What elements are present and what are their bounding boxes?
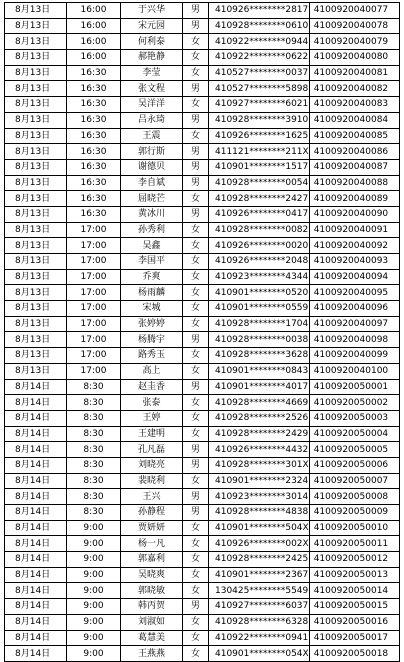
time-cell: 17:00	[67, 316, 121, 332]
gender-cell: 男	[183, 175, 209, 191]
time-cell: 16:30	[67, 97, 121, 113]
table-row	[5, 379, 400, 395]
id-number-cell: 410928********0610	[209, 18, 310, 34]
table-row	[5, 269, 400, 285]
id-number-cell: 410926********002X	[209, 536, 310, 552]
date-cell: 8月13日	[5, 348, 67, 364]
table-row	[5, 583, 400, 599]
ticket-number-cell: 4100920040091	[309, 222, 399, 238]
name-cell: 孔凡磊	[121, 442, 183, 458]
id-number-cell: 410922********0622	[209, 50, 310, 66]
id-number-cell: 410901********0843	[209, 363, 310, 379]
table-row	[5, 363, 400, 379]
name-cell: 王婷	[121, 410, 183, 426]
name-cell: 张文程	[121, 81, 183, 97]
date-cell: 8月14日	[5, 473, 67, 489]
date-cell: 8月13日	[5, 159, 67, 175]
gender-cell: 男	[183, 18, 209, 34]
gender-cell: 男	[183, 3, 209, 19]
ticket-number-cell: 4100920040086	[309, 144, 399, 160]
gender-cell: 女	[183, 536, 209, 552]
time-cell: 17:00	[67, 285, 121, 301]
time-cell: 17:00	[67, 348, 121, 364]
id-number-cell: 410926********0020	[209, 238, 310, 254]
time-cell: 16:00	[67, 34, 121, 50]
id-number-cell: 410527********5898	[209, 81, 310, 97]
table-row	[5, 473, 400, 489]
name-cell: 郭嘉利	[121, 552, 183, 568]
time-cell: 8:30	[67, 457, 121, 473]
table-row	[5, 81, 400, 97]
table-row	[5, 348, 400, 364]
date-cell: 8月14日	[5, 536, 67, 552]
gender-cell: 女	[183, 50, 209, 66]
id-number-cell: 410928********2526	[209, 410, 310, 426]
time-cell: 9:00	[67, 599, 121, 615]
table-row	[5, 222, 400, 238]
id-number-cell: 410928********3628	[209, 348, 310, 364]
time-cell: 9:00	[67, 646, 121, 662]
id-number-cell: 411121********211X	[209, 144, 310, 160]
date-cell: 8月13日	[5, 191, 67, 207]
date-cell: 8月14日	[5, 520, 67, 536]
table-row	[5, 505, 400, 521]
time-cell: 9:00	[67, 614, 121, 630]
gender-cell: 男	[183, 112, 209, 128]
date-cell: 8月13日	[5, 285, 67, 301]
table-row	[5, 50, 400, 66]
ticket-number-cell: 4100920050004	[309, 426, 399, 442]
table-row	[5, 536, 400, 552]
id-number-cell: 410928********1704	[209, 316, 310, 332]
id-number-cell: 410928********0038	[209, 332, 310, 348]
gender-cell: 女	[183, 348, 209, 364]
name-cell: 黄冰川	[121, 206, 183, 222]
gender-cell: 男	[183, 599, 209, 615]
table-row	[5, 285, 400, 301]
date-cell: 8月13日	[5, 301, 67, 317]
gender-cell: 男	[183, 379, 209, 395]
id-number-cell: 410901********1517	[209, 159, 310, 175]
gender-cell: 女	[183, 426, 209, 442]
name-cell: 郭行斯	[121, 144, 183, 160]
id-number-cell: 410927********6037	[209, 599, 310, 615]
gender-cell: 女	[183, 363, 209, 379]
name-cell: 杨雨麟	[121, 285, 183, 301]
ticket-number-cell: 4100920050018	[309, 646, 399, 662]
id-number-cell: 410923********3014	[209, 489, 310, 505]
table-row	[5, 175, 400, 191]
time-cell: 9:00	[67, 583, 121, 599]
date-cell: 8月14日	[5, 505, 67, 521]
ticket-number-cell: 4100920040097	[309, 316, 399, 332]
id-number-cell: 410901********054X	[209, 646, 310, 662]
time-cell: 16:30	[67, 191, 121, 207]
id-number-cell: 410926********2817	[209, 3, 310, 19]
id-number-cell: 410928********4838	[209, 505, 310, 521]
date-cell: 8月13日	[5, 81, 67, 97]
time-cell: 9:00	[67, 567, 121, 583]
ticket-number-cell: 4100920050003	[309, 410, 399, 426]
gender-cell: 男	[183, 206, 209, 222]
id-number-cell: 410928********4669	[209, 395, 310, 411]
name-cell: 刘晓亮	[121, 457, 183, 473]
ticket-number-cell: 4100920040083	[309, 97, 399, 113]
id-number-cell: 410901********2324	[209, 473, 310, 489]
date-cell: 8月14日	[5, 646, 67, 662]
gender-cell: 女	[183, 395, 209, 411]
time-cell: 16:00	[67, 18, 121, 34]
table-row	[5, 238, 400, 254]
ticket-number-cell: 4100920050017	[309, 630, 399, 646]
ticket-number-cell: 4100920050007	[309, 473, 399, 489]
time-cell: 16:30	[67, 81, 121, 97]
ticket-number-cell: 4100920040095	[309, 285, 399, 301]
id-number-cell: 410926********2048	[209, 254, 310, 270]
time-cell: 16:30	[67, 112, 121, 128]
ticket-number-cell: 4100920040084	[309, 112, 399, 128]
gender-cell: 女	[183, 285, 209, 301]
gender-cell: 女	[183, 65, 209, 81]
table-row	[5, 316, 400, 332]
time-cell: 8:30	[67, 379, 121, 395]
time-cell: 9:00	[67, 520, 121, 536]
date-cell: 8月14日	[5, 614, 67, 630]
name-cell: 郭晓敏	[121, 583, 183, 599]
name-cell: 张婷婷	[121, 316, 183, 332]
id-number-cell: 410928********6328	[209, 614, 310, 630]
date-cell: 8月13日	[5, 50, 67, 66]
name-cell: 宋城	[121, 301, 183, 317]
table-row	[5, 442, 400, 458]
id-number-cell: 410928********0082	[209, 222, 310, 238]
name-cell: 宋元园	[121, 18, 183, 34]
name-cell: 吴晓爽	[121, 567, 183, 583]
table-row	[5, 206, 400, 222]
ticket-number-cell: 4100920050011	[309, 536, 399, 552]
id-number-cell: 410901********0559	[209, 301, 310, 317]
gender-cell: 男	[183, 505, 209, 521]
exam-schedule-table	[4, 2, 400, 662]
ticket-number-cell: 4100920040100	[309, 363, 399, 379]
gender-cell: 女	[183, 473, 209, 489]
ticket-number-cell: 4100920050005	[309, 442, 399, 458]
table-row	[5, 395, 400, 411]
gender-cell: 女	[183, 191, 209, 207]
ticket-number-cell: 4100920040089	[309, 191, 399, 207]
date-cell: 8月13日	[5, 238, 67, 254]
table-row	[5, 599, 400, 615]
date-cell: 8月14日	[5, 442, 67, 458]
id-number-cell: 130425********5549	[209, 583, 310, 599]
time-cell: 16:30	[67, 175, 121, 191]
ticket-number-cell: 4100920050015	[309, 599, 399, 615]
time-cell: 8:30	[67, 489, 121, 505]
table-row	[5, 34, 400, 50]
table-row	[5, 614, 400, 630]
name-cell: 乔爽	[121, 269, 183, 285]
date-cell: 8月13日	[5, 65, 67, 81]
table-row	[5, 567, 400, 583]
ticket-number-cell: 4100920050009	[309, 505, 399, 521]
table-row	[5, 65, 400, 81]
ticket-number-cell: 4100920040081	[309, 65, 399, 81]
date-cell: 8月14日	[5, 426, 67, 442]
date-cell: 8月13日	[5, 18, 67, 34]
table-row	[5, 191, 400, 207]
time-cell: 16:00	[67, 3, 121, 19]
gender-cell: 女	[183, 301, 209, 317]
id-number-cell: 410926********0417	[209, 206, 310, 222]
gender-cell: 男	[183, 144, 209, 160]
ticket-number-cell: 4100920050008	[309, 489, 399, 505]
time-cell: 16:30	[67, 65, 121, 81]
gender-cell: 女	[183, 583, 209, 599]
gender-cell: 男	[183, 159, 209, 175]
date-cell: 8月13日	[5, 144, 67, 160]
name-cell: 于兴华	[121, 3, 183, 19]
ticket-number-cell: 4100920040082	[309, 81, 399, 97]
id-number-cell: 410926********4432	[209, 442, 310, 458]
date-cell: 8月13日	[5, 175, 67, 191]
date-cell: 8月14日	[5, 567, 67, 583]
name-cell: 屈晓芒	[121, 191, 183, 207]
time-cell: 16:30	[67, 128, 121, 144]
date-cell: 8月13日	[5, 97, 67, 113]
time-cell: 17:00	[67, 332, 121, 348]
date-cell: 8月13日	[5, 316, 67, 332]
gender-cell: 女	[183, 34, 209, 50]
name-cell: 张泰	[121, 395, 183, 411]
ticket-number-cell: 4100920050014	[309, 583, 399, 599]
date-cell: 8月14日	[5, 583, 67, 599]
date-cell: 8月14日	[5, 599, 67, 615]
date-cell: 8月13日	[5, 34, 67, 50]
name-cell: 王兴	[121, 489, 183, 505]
ticket-number-cell: 4100920050012	[309, 552, 399, 568]
gender-cell: 女	[183, 97, 209, 113]
time-cell: 8:30	[67, 395, 121, 411]
name-cell: 何利泰	[121, 34, 183, 50]
table-row	[5, 457, 400, 473]
date-cell: 8月13日	[5, 3, 67, 19]
table-row	[5, 552, 400, 568]
table-row	[5, 144, 400, 160]
table-row	[5, 646, 400, 662]
table-row	[5, 426, 400, 442]
id-number-cell: 410901********504X	[209, 520, 310, 536]
id-number-cell: 410922********0941	[209, 630, 310, 646]
time-cell: 17:00	[67, 363, 121, 379]
name-cell: 李自斌	[121, 175, 183, 191]
table-row	[5, 3, 400, 19]
table-body	[5, 3, 400, 662]
date-cell: 8月14日	[5, 379, 67, 395]
gender-cell: 女	[183, 254, 209, 270]
date-cell: 8月13日	[5, 112, 67, 128]
date-cell: 8月13日	[5, 128, 67, 144]
ticket-number-cell: 4100920050002	[309, 395, 399, 411]
table-row	[5, 128, 400, 144]
id-number-cell: 410928********2427	[209, 191, 310, 207]
table-row	[5, 332, 400, 348]
ticket-number-cell: 4100920050016	[309, 614, 399, 630]
ticket-number-cell: 4100920040078	[309, 18, 399, 34]
table-row	[5, 97, 400, 113]
ticket-number-cell: 4100920050001	[309, 379, 399, 395]
name-cell: 吕永琦	[121, 112, 183, 128]
gender-cell: 女	[183, 567, 209, 583]
table-row	[5, 520, 400, 536]
gender-cell: 男	[183, 457, 209, 473]
name-cell: 王建明	[121, 426, 183, 442]
gender-cell: 女	[183, 410, 209, 426]
name-cell: 路秀玉	[121, 348, 183, 364]
name-cell: 贾妍妍	[121, 520, 183, 536]
name-cell: 杨腾宇	[121, 332, 183, 348]
time-cell: 16:30	[67, 144, 121, 160]
ticket-number-cell: 4100920040098	[309, 332, 399, 348]
date-cell: 8月13日	[5, 363, 67, 379]
name-cell: 杨一凡	[121, 536, 183, 552]
ticket-number-cell: 4100920040090	[309, 206, 399, 222]
name-cell: 谢德贝	[121, 159, 183, 175]
id-number-cell: 410901********4017	[209, 379, 310, 395]
name-cell: 吴鑫	[121, 238, 183, 254]
ticket-number-cell: 4100920040080	[309, 50, 399, 66]
time-cell: 9:00	[67, 630, 121, 646]
id-number-cell: 410527********0037	[209, 65, 310, 81]
gender-cell: 女	[183, 238, 209, 254]
ticket-number-cell: 4100920040096	[309, 301, 399, 317]
gender-cell: 女	[183, 222, 209, 238]
id-number-cell: 410922********0944	[209, 34, 310, 50]
name-cell: 葛慧美	[121, 630, 183, 646]
id-number-cell: 410927********6021	[209, 97, 310, 113]
date-cell: 8月13日	[5, 222, 67, 238]
id-number-cell: 410928********301X	[209, 457, 310, 473]
id-number-cell: 410926********1625	[209, 128, 310, 144]
ticket-number-cell: 4100920050006	[309, 457, 399, 473]
id-number-cell: 410923********4344	[209, 269, 310, 285]
date-cell: 8月14日	[5, 489, 67, 505]
id-number-cell: 410928********0054	[209, 175, 310, 191]
name-cell: 韩丙贺	[121, 599, 183, 615]
gender-cell: 女	[183, 269, 209, 285]
table-row	[5, 254, 400, 270]
date-cell: 8月13日	[5, 332, 67, 348]
date-cell: 8月13日	[5, 269, 67, 285]
ticket-number-cell: 4100920040093	[309, 254, 399, 270]
time-cell: 17:00	[67, 269, 121, 285]
name-cell: 王燕燕	[121, 646, 183, 662]
name-cell: 李莹	[121, 65, 183, 81]
gender-cell: 女	[183, 520, 209, 536]
name-cell: 高上	[121, 363, 183, 379]
gender-cell: 女	[183, 646, 209, 662]
time-cell: 17:00	[67, 238, 121, 254]
table-row	[5, 159, 400, 175]
ticket-number-cell: 4100920040088	[309, 175, 399, 191]
name-cell: 郝艳静	[121, 50, 183, 66]
gender-cell: 女	[183, 630, 209, 646]
table-row	[5, 112, 400, 128]
time-cell: 16:00	[67, 50, 121, 66]
id-number-cell: 410928********2429	[209, 426, 310, 442]
ticket-number-cell: 4100920040079	[309, 34, 399, 50]
time-cell: 17:00	[67, 301, 121, 317]
name-cell: 赵圭香	[121, 379, 183, 395]
table-row	[5, 301, 400, 317]
date-cell: 8月14日	[5, 552, 67, 568]
table-row	[5, 410, 400, 426]
ticket-number-cell: 4100920040099	[309, 348, 399, 364]
name-cell: 王震	[121, 128, 183, 144]
name-cell: 李国平	[121, 254, 183, 270]
table-row	[5, 489, 400, 505]
time-cell: 8:30	[67, 410, 121, 426]
name-cell: 吴洋洋	[121, 97, 183, 113]
gender-cell: 女	[183, 128, 209, 144]
ticket-number-cell: 4100920040077	[309, 3, 399, 19]
date-cell: 8月14日	[5, 630, 67, 646]
table-row	[5, 18, 400, 34]
time-cell: 9:00	[67, 536, 121, 552]
time-cell: 8:30	[67, 505, 121, 521]
id-number-cell: 410928********3910	[209, 112, 310, 128]
name-cell: 裴晓利	[121, 473, 183, 489]
gender-cell: 女	[183, 552, 209, 568]
name-cell: 孙秀利	[121, 222, 183, 238]
id-number-cell: 410901********0520	[209, 285, 310, 301]
ticket-number-cell: 4100920040094	[309, 269, 399, 285]
time-cell: 8:30	[67, 426, 121, 442]
id-number-cell: 410928********2425	[209, 552, 310, 568]
gender-cell: 男	[183, 81, 209, 97]
name-cell: 刘淑如	[121, 614, 183, 630]
time-cell: 16:30	[67, 159, 121, 175]
ticket-number-cell: 4100920050013	[309, 567, 399, 583]
ticket-number-cell: 4100920040092	[309, 238, 399, 254]
ticket-number-cell: 4100920040087	[309, 159, 399, 175]
time-cell: 16:30	[67, 206, 121, 222]
time-cell: 8:30	[67, 442, 121, 458]
date-cell: 8月14日	[5, 410, 67, 426]
gender-cell: 男	[183, 489, 209, 505]
ticket-number-cell: 4100920040085	[309, 128, 399, 144]
gender-cell: 男	[183, 332, 209, 348]
time-cell: 8:30	[67, 473, 121, 489]
gender-cell: 女	[183, 316, 209, 332]
date-cell: 8月14日	[5, 457, 67, 473]
id-number-cell: 410901********2367	[209, 567, 310, 583]
name-cell: 孙静程	[121, 505, 183, 521]
date-cell: 8月13日	[5, 254, 67, 270]
time-cell: 9:00	[67, 552, 121, 568]
date-cell: 8月13日	[5, 206, 67, 222]
time-cell: 17:00	[67, 254, 121, 270]
ticket-number-cell: 4100920050010	[309, 520, 399, 536]
time-cell: 17:00	[67, 222, 121, 238]
date-cell: 8月14日	[5, 395, 67, 411]
gender-cell: 女	[183, 614, 209, 630]
gender-cell: 男	[183, 442, 209, 458]
